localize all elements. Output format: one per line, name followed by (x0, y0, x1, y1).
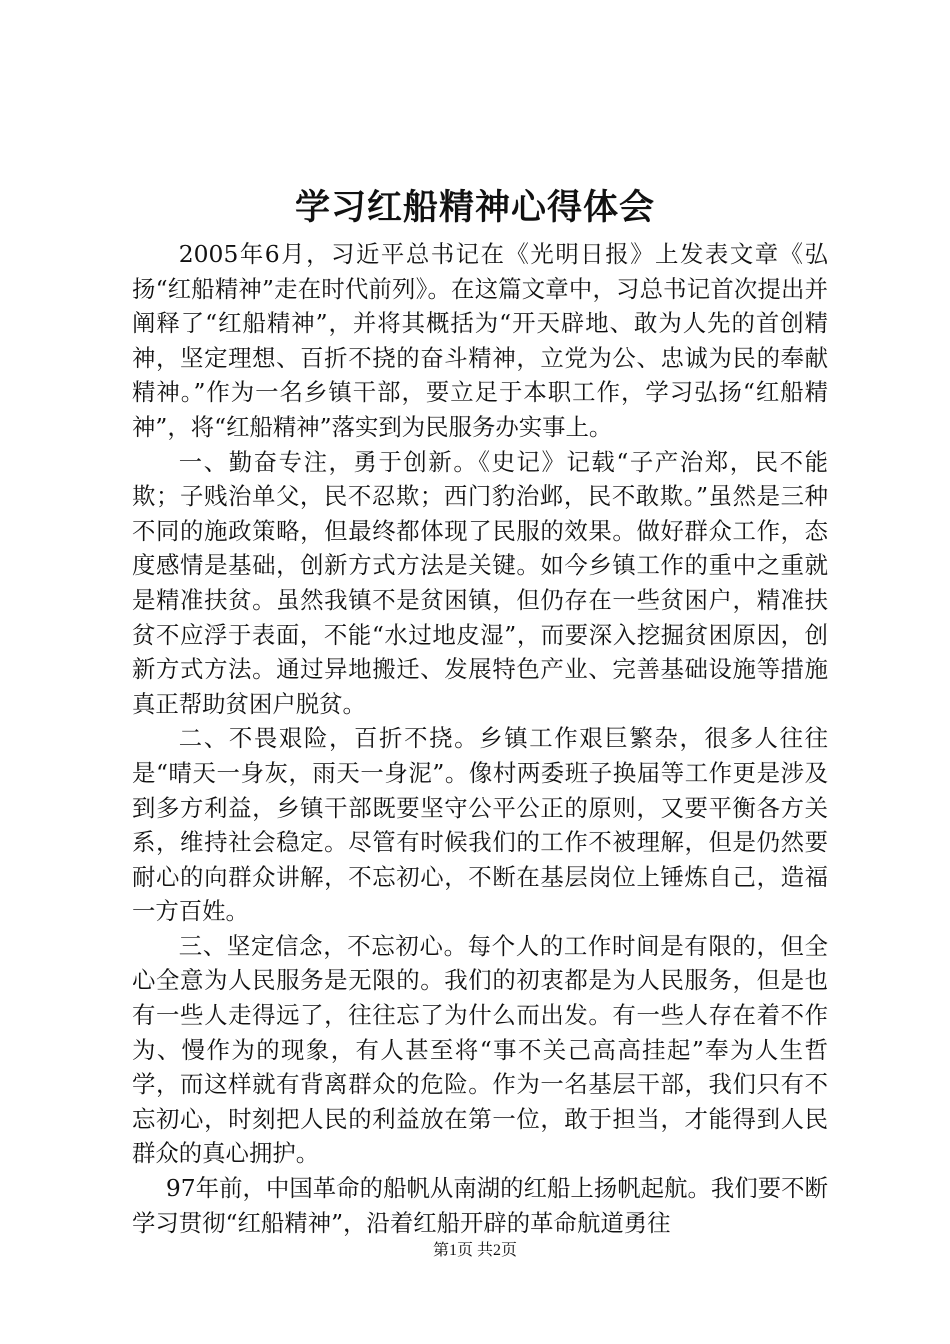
paragraph-point-three: 三、坚定信念，不忘初心。每个人的工作时间是有限的，但全心全意为人民服务是无限的。我们的初衷都是为人民服务，但是也有一些人走得远了，往往忘了为什么而出发。有一些人存在着不作为、慢作为的现象，有人甚至将“事不关己高高挂起”奉为人生哲学，而这样就有背离群众的危险。作为一名基层干部，我们只有不忘初心，时刻把人民的利益放在第一位，敢于担当，才能得到人民群众的真心拥护。 (132, 931, 828, 1168)
paragraph-intro: 2005年6月，习近平总书记在《光明日报》上发表文章《弘扬“红船精神”走在时代前列》。在这篇文章中，习总书记首次提出并阐释了“红船精神”，并将其概括为“开天辟地、敢为人先的首创精神，坚定理想、百折不挠的奋斗精神，立党为公、忠诚为民的奉献精神。”作为一名乡镇干部，要立足于本职工作，学习弘扬“红船精神”，将“红船精神”落实到为民服务办实事上。 (132, 240, 828, 441)
document-title: 学习红船精神心得体会 (294, 187, 655, 228)
document-body (132, 237, 828, 1240)
paragraph-conclusion: 97年前，中国革命的船帆从南湖的红船上扬帆起航。我们要不断学习贯彻“红船精神”，沿着红船开辟的革命航道勇往 (132, 1174, 828, 1237)
paragraph-point-two: 二、不畏艰险，百折不挠。乡镇工作艰巨繁杂，很多人往往是“晴天一身灰，雨天一身泥”。像村两委班子换届等工作更是涉及到多方利益，乡镇干部既要坚守公平公正的原则，又要平衡各方关系，维持社会稳定。尽管有时候我们的工作不被理解，但是仍然要耐心的向群众讲解，不忘初心，不断在基层岗位上锤炼自己，造福一方百姓。 (132, 724, 828, 926)
paragraph-point-one: 一、勤奋专注，勇于创新。《史记》记载“子产治郑，民不能欺；子贱治单父，民不忍欺；西门豹治邺，民不敢欺。”虽然是三种不同的施政策略，但最终都体现了民服的效果。做好群众工作，态度感情是基础，创新方式方法是关键。如今乡镇工作的重中之重就是精准扶贫。虽然我镇不是贫困镇，但仍存在一些贫困户，精准扶贫不应浮于表面，不能“水过地皮湿”，而要深入挖掘贫困原因，创新方式方法。通过异地搬迁、发展特色产业、完善基础设施等措施真正帮助贫困户脱贫。 (132, 447, 828, 718)
page-footer: 第1页 共2页 (432, 1242, 517, 1259)
